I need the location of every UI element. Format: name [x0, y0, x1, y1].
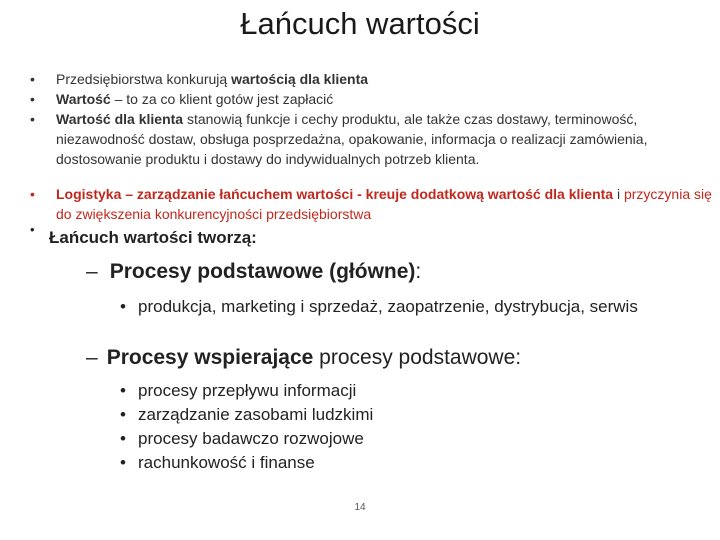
list-item-text: procesy przepływu informacji [138, 381, 357, 400]
list-item-text: produkcja, marketing i sprzedaż, zaopatrzenie, dystrybucja, serwis [138, 297, 638, 316]
intro-bullet-list [28, 69, 718, 169]
logistyka-connector: i [613, 186, 624, 202]
logistyka-rest-text: przyczynia się do zwiększenia konkurencyjności przedsiębiorstwa [56, 186, 712, 222]
wspierajace-label: Procesy wspierające [106, 346, 314, 369]
podstawowe-heading [86, 260, 421, 284]
bullet-dot: • [30, 91, 35, 107]
bullet-dot: • [30, 186, 35, 202]
bullet-dot: • [30, 222, 35, 237]
bullet-text-bold: wartością dla klienta [231, 71, 369, 87]
list-item-text: procesy badawczo rozwojowe [138, 429, 364, 448]
bullet-text-plain: Przedsiębiorstwa konkurują [56, 71, 232, 87]
slide-title: Łańcuch wartości [240, 6, 480, 41]
dash-marker: – [86, 260, 98, 283]
page-number: 14 [354, 502, 366, 513]
list-item-text: zarządzanie zasobami ludzkimi [138, 405, 374, 424]
bullet-dot: • [30, 71, 35, 87]
section-heading [28, 222, 257, 248]
list-item [118, 379, 518, 403]
list-item-text: rachunkowość i finanse [138, 453, 315, 472]
bullet-text-bold: Wartość dla klienta [56, 111, 184, 127]
list-item [118, 403, 518, 427]
bullet-item [28, 184, 718, 224]
bullet-text-bold: Wartość [56, 91, 111, 107]
section-heading-text: Łańcuch wartości tworzą: [49, 228, 257, 247]
wspierajace-list [118, 379, 518, 475]
wspierajace-suffix: procesy podstawowe: [313, 346, 522, 369]
bullet-dot: • [120, 381, 126, 400]
bullet-item [28, 109, 718, 169]
wspierajace-heading [86, 346, 521, 370]
bullet-item [28, 69, 718, 89]
dash-marker: – [86, 346, 98, 369]
bullet-dot: • [120, 297, 126, 316]
list-item [118, 451, 518, 475]
bullet-text-plain: – to za co klient gotów jest zapłacić [110, 91, 334, 107]
list-item [118, 427, 518, 451]
bullet-dot: • [120, 405, 126, 424]
podstawowe-suffix: : [415, 260, 422, 283]
bullet-dot: • [120, 453, 126, 472]
bullet-text-plain: stanowią funkcje i cechy produktu, ale także czas dostawy, terminowość, niezawodność dostaw, obsługa posprzedażna, opakowanie, informacja o realizacji zamówienia, dostosowanie produktu i dostawy do indywidualnych potrzeb klienta. [56, 111, 648, 167]
bullet-dot: • [30, 111, 35, 127]
podstawowe-label: Procesy podstawowe (główne) [109, 260, 416, 283]
logistyka-bullet [28, 184, 718, 224]
list-item [118, 296, 708, 317]
logistyka-bold-text: Logistyka – zarządzanie łańcuchem wartości - kreuje dodatkową wartość dla klienta [56, 186, 614, 202]
podstawowe-list [118, 296, 708, 317]
bullet-dot: • [120, 429, 126, 448]
bullet-item [28, 89, 718, 109]
